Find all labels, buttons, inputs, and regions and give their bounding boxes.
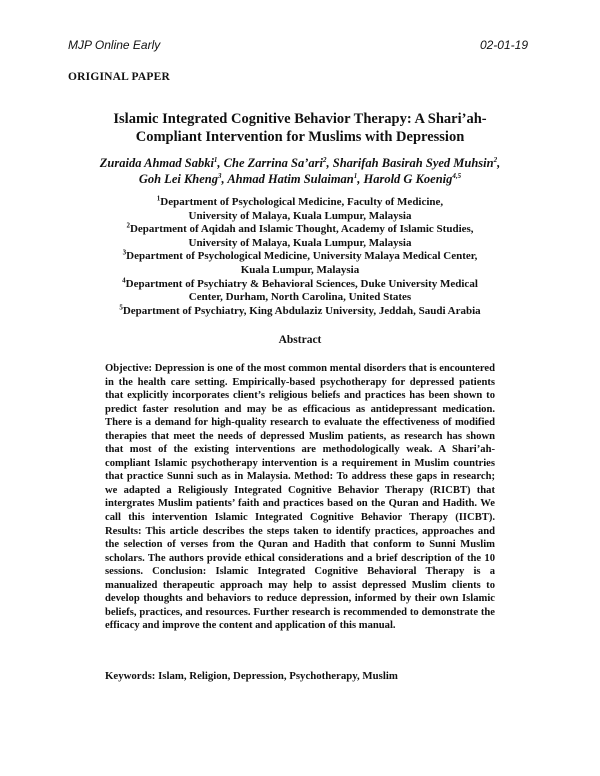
author-affil-ref: 1 xyxy=(213,155,218,164)
affiliation-line: Department of Psychological Medicine, Faculty of Medicine, xyxy=(160,196,444,208)
affiliation-number: 3 xyxy=(122,248,127,257)
affiliation-line: Center, Durham, North Carolina, United States xyxy=(188,291,412,304)
author-name: Goh Lei Kheng xyxy=(138,172,219,186)
keywords-line: Keywords: Islam, Religion, Depression, Psychotherapy, Muslim xyxy=(105,670,398,682)
affiliation-item xyxy=(100,250,500,277)
affiliation-item xyxy=(100,223,500,250)
affiliation-line: Department of Psychological Medicine, University Malaya Medical Center, xyxy=(126,250,478,263)
affiliation-number: 5 xyxy=(119,303,123,312)
author-name: Harold G Koenig xyxy=(363,172,453,186)
affiliation-line: University of Malaya, Kuala Lumpur, Malaysia xyxy=(188,236,412,249)
author-affil-ref: 2 xyxy=(493,155,498,164)
title-line: Islamic Integrated Cognitive Behavior Therapy: A Shari’ah- xyxy=(113,111,487,127)
affiliation-line: Department of Psychiatry & Behavioral Sciences, Duke University Medical xyxy=(125,277,478,290)
author-affil-ref: 1 xyxy=(353,171,358,180)
paper-type-label: ORIGINAL PAPER xyxy=(68,71,170,83)
affiliation-item xyxy=(100,305,500,319)
abstract-body: Objective: Depression is one of the most common mental disorders that is encountered in the health care setting. Empirically-based psychotherapy for depressed patients that explicitly incorporates client’s religious beliefs and practices has been shown to predict faster resolution and may be as efficacious as antidepressant medication. There is a demand for high-quality research to evaluate the effectiveness of modified therapies that meet the needs of depressed Muslim patients, as research has shown that most of the existing interventions are methodologically weak. A Shari’ah-compliant Islamic psychotherapy intervention is a requirement in Muslim countries that practice Sunni such as in Malaysia. Method: To address these gaps in research; we adapted a Religiously Integrated Cognitive Behavior Therapy (RICBT) that intergrates Muslim patients’ faith and practices based on the Quran and Hadith. We call this intervention Islamic Integrated Cognitive Behavior Therapy (IICBT). Results: This article describes the steps taken to identify practices, approaches and the selection of verses from the Quran and Hadith that conform to Sunni Muslim scholars. The authors provide ethical considerations and a brief description of the 10 sessions. Conclusion: Islamic Integrated Cognitive Behavioral Therapy is a manualized therapeutic approach may help to assist depressed Muslim clients to develop thoughts and behaviors to reduce depression, informed by their own Islamic beliefs, practices, and resources. Further research is recommended to demonstrate the efficacy and improve the content and application of this manual. xyxy=(105,363,495,632)
author-name: Zuraida Ahmad Sabki xyxy=(99,156,214,170)
affiliation-list xyxy=(100,196,500,318)
author-affil-ref: 2 xyxy=(323,155,327,164)
affiliation-number: 1 xyxy=(156,194,161,203)
affiliation-item xyxy=(100,196,500,223)
abstract-heading: Abstract xyxy=(278,334,322,346)
title-line: Compliant Intervention for Muslims with Depression xyxy=(135,129,465,145)
author-name: Sharifah Basirah Syed Muhsin xyxy=(332,156,494,170)
affiliation-line: University of Malaya, Kuala Lumpur, Malaysia xyxy=(188,209,412,222)
affiliation-item xyxy=(100,275,500,305)
affiliation-line: Kuala Lumpur, Malaysia xyxy=(240,263,360,276)
author-list xyxy=(80,155,520,187)
affiliation-number: 2 xyxy=(126,221,130,230)
author-affil-ref: 3 xyxy=(218,171,222,180)
author-name: Che Zarrina Sa’ari xyxy=(223,156,324,170)
paper-title xyxy=(100,110,500,146)
author-name: Ahmad Hatim Sulaiman xyxy=(227,172,354,186)
author-line: Zuraida Ahmad Sabki$^1$, Che Zarrina Sa’ari$^2$, Sharifah Basirah Syed Muhsin$^2$, xyxy=(99,155,501,170)
journal-name: MJP Online Early xyxy=(68,38,161,52)
author-affil-ref: 4,5 xyxy=(452,171,462,180)
affiliation-line: Department of Psychiatry, King Abdulaziz University, Jeddah, Saudi Arabia xyxy=(122,304,481,317)
affiliation-number: 4 xyxy=(122,275,126,284)
publication-date: 02-01-19 xyxy=(479,38,528,52)
author-line: Goh Lei Kheng$^3$, Ahmad Hatim Sulaiman$^1$, Harold G Koenig$^{4,5}$ xyxy=(138,171,462,186)
affiliation-line: Department of Aqidah and Islamic Thought, Academy of Islamic Studies, xyxy=(129,223,474,236)
